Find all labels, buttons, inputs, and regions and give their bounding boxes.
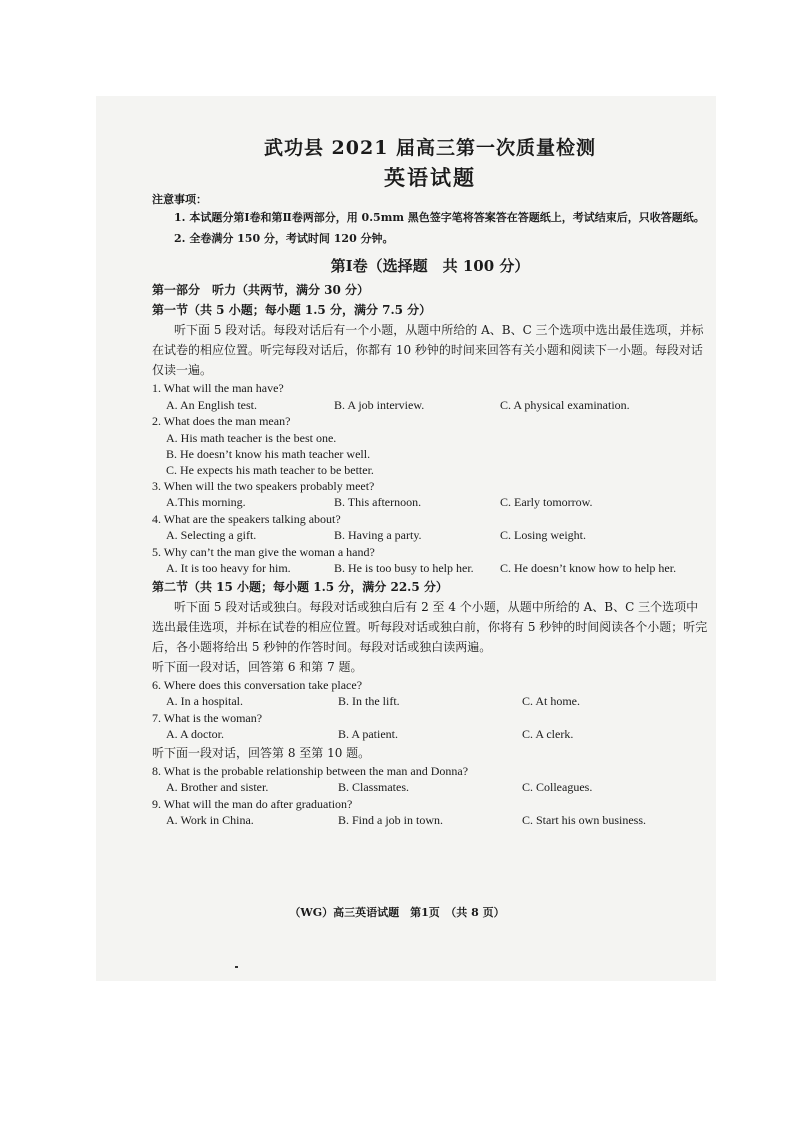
- option-b: B. He doesn’t know his math teacher well.: [166, 446, 371, 461]
- option-c: C. Colleagues.: [522, 780, 593, 794]
- exam-title: 武功县 2021 届高三第一次质量检测: [263, 137, 597, 159]
- question-7: 7. What is the woman?: [152, 710, 263, 725]
- question-9-options: [152, 812, 708, 829]
- question-5: 5. Why can’t the man give the woman a hand?: [152, 544, 375, 559]
- option-a: A.This morning.: [166, 495, 246, 509]
- option-c: C. A clerk.: [522, 727, 574, 741]
- notice-item-2: 2. 全卷满分 150 分，考试时间 120 分钟。: [174, 232, 394, 245]
- page-footer: （WG）高三英语试题 第1页 （共 8 页）: [289, 906, 505, 919]
- question-2: 2. What does the man mean?: [152, 414, 291, 428]
- volume-title: 第Ⅰ卷（选择题 共 100 分）: [330, 257, 530, 275]
- option-a: A. His math teacher is the best one.: [166, 430, 337, 445]
- option-a: A. In a hospital.: [166, 694, 243, 708]
- option-c: C. At home.: [522, 694, 581, 708]
- option-a: A. Brother and sister.: [166, 780, 269, 794]
- option-c: C. He expects his math teacher to be better.: [166, 462, 374, 477]
- option-b: B. In the lift.: [338, 694, 400, 708]
- section1-heading: 第一节（共 5 小题；每小题 1.5 分，满分 7.5 分）: [152, 303, 432, 317]
- option-c: C. He doesn’t know how to help her.: [500, 561, 677, 575]
- section1-instructions: 听下面 5 段对话。每段对话后有一个小题，从题中所给的 A、B、C 三个选项中选出最佳选项，并标在试卷的相应位置。听完每段对话后，你都有 10 秒钟的时间来回答有关小题和阅读下一小题。每段对话仅读一遍。: [152, 323, 704, 377]
- question-7-options: [152, 726, 708, 743]
- question-4: 4. What are the speakers talking about?: [152, 511, 341, 526]
- option-c: C. Losing weight.: [500, 528, 586, 542]
- question-1: 1. What will the man have?: [152, 381, 284, 395]
- option-a: A. Work in China.: [166, 813, 254, 827]
- question-6: 6. Where does this conversation take place?: [152, 677, 363, 692]
- exam-subject: 英语试题: [384, 165, 476, 190]
- dialog-prompt-1: 听下面一段对话，回答第 6 和第 7 题。: [152, 659, 363, 674]
- question-6-options: [152, 693, 708, 710]
- section2-instructions: 听下面 5 段对话或独白。每段对话或独白后有 2 至 4 个小题，从题中所给的 A、B、C 三个选项中选出最佳选项，并标在试卷的相应位置。听每段对话或独白前，你将有 5 秒钟的时间阅读各个小题；听完后，各小题将给出 5 秒钟的作答时间。每段对话或独白读两遍。: [152, 599, 708, 654]
- part-heading: 第一部分 听力（共两节，满分 30 分）: [152, 283, 370, 297]
- option-b: B. A patient.: [338, 727, 398, 741]
- option-a: A. An English test.: [166, 397, 258, 412]
- question-8: 8. What is the probable relationship between the man and Donna?: [152, 763, 469, 778]
- option-b: B. He is too busy to help her.: [334, 561, 474, 575]
- option-a: A. A doctor.: [166, 727, 225, 741]
- question-1-options: [152, 397, 708, 414]
- question-5-options: [152, 560, 708, 577]
- section2-heading: 第二节（共 15 小题；每小题 1.5 分，满分 22.5 分）: [152, 579, 448, 594]
- question-9: 9. What will the man do after graduation?: [152, 796, 353, 811]
- exam-page: [152, 130, 708, 829]
- option-b: B. Having a party.: [334, 528, 422, 542]
- question-3-options: [152, 494, 708, 511]
- notice-heading: 注意事项：: [152, 193, 207, 206]
- option-c: C. Start his own business.: [522, 813, 647, 827]
- question-8-options: [152, 779, 708, 796]
- option-b: B. This afternoon.: [334, 495, 422, 509]
- option-c: C. A physical examination.: [500, 397, 630, 412]
- option-c: C. Early tomorrow.: [500, 495, 593, 509]
- notice-item-1: 1. 本试题分第Ⅰ卷和第Ⅱ卷两部分，用 0.5mm 黑色签字笔将答案答在答题纸上，考试结束后，只收答题纸。: [174, 211, 705, 224]
- option-a: A. It is too heavy for him.: [166, 561, 291, 575]
- option-b: B. Find a job in town.: [338, 813, 444, 827]
- option-a: A. Selecting a gift.: [166, 528, 257, 542]
- option-b: B. Classmates.: [338, 780, 409, 794]
- question-4-options: [152, 527, 708, 544]
- scan-speck: [235, 966, 238, 968]
- option-b: B. A job interview.: [334, 397, 425, 412]
- question-3: 3. When will the two speakers probably meet?: [152, 478, 375, 493]
- dialog-prompt-2: 听下面一段对话，回答第 8 至第 10 题。: [152, 745, 371, 760]
